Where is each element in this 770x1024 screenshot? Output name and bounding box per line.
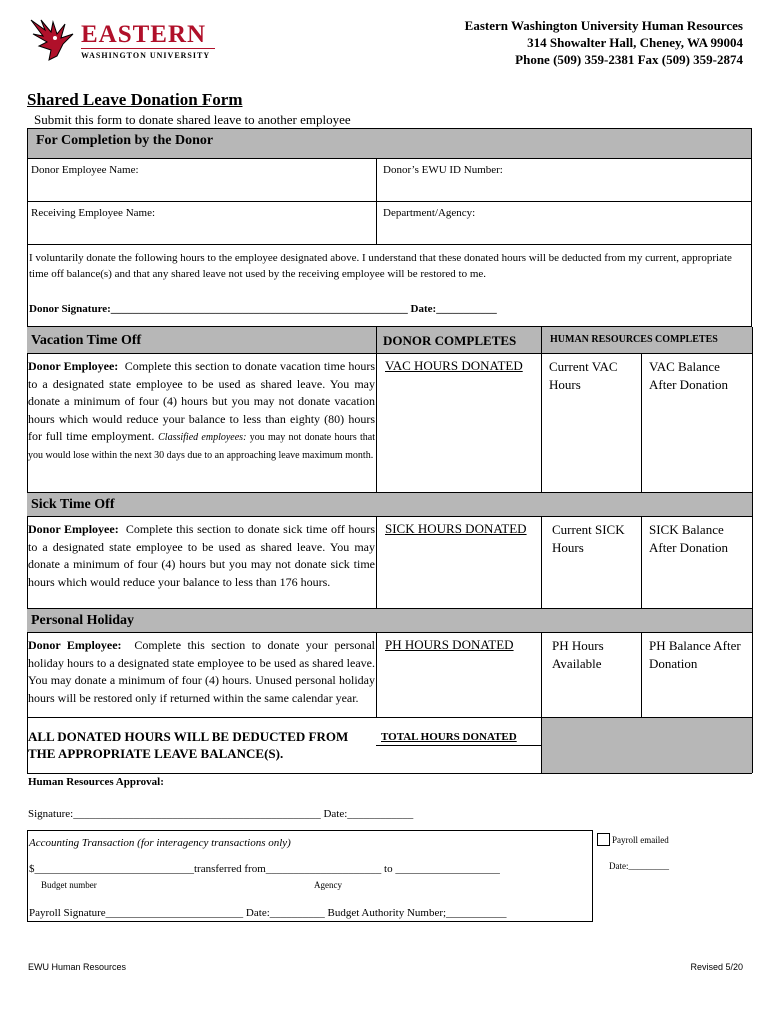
holiday-title: Personal Holiday xyxy=(31,613,135,628)
receiving-name-field[interactable] xyxy=(27,202,376,245)
department-field[interactable] xyxy=(376,202,752,245)
total-hours-donated-field[interactable]: TOTAL HOURS DONATED xyxy=(381,731,517,743)
current-sick-hours-label: Current SICK Hours xyxy=(552,522,625,555)
transfer-line[interactable]: $_____________________________transferred from_____________________ to ___________________ xyxy=(29,863,500,875)
agency-label: Agency xyxy=(314,880,342,890)
department-label: Department/Agency: xyxy=(383,207,476,219)
eagle-icon xyxy=(27,16,79,62)
donor-name-label: Donor Employee Name: xyxy=(31,164,139,176)
sick-header xyxy=(27,492,752,517)
payroll-emailed-checkbox[interactable] xyxy=(597,833,610,846)
holiday-instructions: Donor Employee: Complete this section to donate your personal holiday hours to a designated state employee to be used as shared leave. You may donate a minimum of four (4) hours. Unused personal holiday hours will be restored only if returned within the same calendar year. xyxy=(28,638,375,705)
form-subtitle: Submit this form to donate shared leave to another employee xyxy=(34,112,351,127)
sick-title: Sick Time Off xyxy=(31,497,115,512)
hr-phone-fax: Phone (509) 359-2381 Fax (509) 359-2874 xyxy=(515,52,743,67)
hr-completes-label: HUMAN RESOURCES COMPLETES xyxy=(550,334,718,345)
hr-approval-title: Human Resources Approval: xyxy=(28,776,164,788)
footer-right: Revised 5/20 xyxy=(690,962,743,972)
vac-hours-donated-field[interactable]: VAC HOURS DONATED xyxy=(385,358,523,373)
donor-name-field[interactable] xyxy=(27,159,376,202)
vac-balance-label: VAC Balance After Donation xyxy=(649,359,729,392)
ph-balance-label: PH Balance After Donation xyxy=(649,638,741,671)
logo-subtitle: WASHINGTON UNIVERSITY xyxy=(81,51,211,60)
donor-statement: I voluntarily donate the following hours to the employee designated above. I understand that these donated hours will be deducted from my current, appropriate time off balance(s) and that any shared leave not used by the receiving employee will be restored to me. xyxy=(29,252,732,280)
hr-address: 314 Showalter Hall, Cheney, WA 99004 xyxy=(527,35,743,50)
donor-completes-header xyxy=(377,327,541,354)
donor-signature-line[interactable]: Donor Signature:______________________________________________________ Date:___________ xyxy=(29,303,497,315)
logo-name: EASTERN xyxy=(81,21,207,48)
logo xyxy=(27,16,217,64)
donor-statement-box xyxy=(27,245,752,327)
payroll-signature-line[interactable]: Payroll Signature_________________________ Date:__________ Budget Authority Number;___________ xyxy=(29,907,507,919)
budget-number-label: Budget number xyxy=(41,880,97,890)
deduction-note: ALL DONATED HOURS WILL BE DEDUCTED FROM THE APPROPRIATE LEAVE BALANCE(S). xyxy=(28,729,349,761)
donor-id-field[interactable] xyxy=(376,159,752,202)
current-vac-hours-label: Current VAC Hours xyxy=(549,359,618,392)
footer-left: EWU Human Resources xyxy=(28,962,127,972)
vacation-header xyxy=(27,327,376,354)
donor-completes-label: DONOR COMPLETES xyxy=(383,333,517,348)
form-title: Shared Leave Donation Form xyxy=(27,90,243,109)
hr-name: Eastern Washington University Human Resources xyxy=(464,18,743,33)
payroll-emailed-label: Payroll emailed xyxy=(612,835,669,845)
hr-signature-line[interactable]: Signature:_____________________________________________ Date:____________ xyxy=(28,808,414,820)
vacation-title: Vacation Time Off xyxy=(31,333,142,348)
sick-balance-label: SICK Balance After Donation xyxy=(649,522,729,555)
ph-hours-available-label: PH Hours Available xyxy=(552,638,604,671)
ph-hours-donated-field[interactable]: PH HOURS DONATED xyxy=(385,637,514,652)
receiving-name-label: Receiving Employee Name: xyxy=(31,207,156,219)
sick-instructions: Donor Employee: Complete this section to donate sick time off hours to a designated state employee to be used as shared leave. You may donate a minimum of four (4) hours but you may not donate sick time hours which would reduce your balance to less than 176 hours. xyxy=(28,522,376,589)
donor-section-header xyxy=(27,128,752,159)
accounting-box xyxy=(27,830,593,922)
hr-address-block xyxy=(465,17,743,68)
vacation-instructions: Donor Employee: Complete this section to donate vacation time hours to a designated state employee to be used as shared leave. You may donate a minimum of four (4) hours but you may not donate vacation hours which would reduce your balance to less than eighty (80) hours for full time employment. Classified employees: you may not donate hours that you would lose within the next 30 days due to an approaching leave maximum month. xyxy=(28,359,376,461)
donor-id-label: Donor’s EWU ID Number: xyxy=(383,164,503,176)
payroll-date-field[interactable]: Date:_________ xyxy=(609,861,669,871)
accounting-title: Accounting Transaction (for interagency transactions only) xyxy=(29,837,291,849)
donor-section-title: For Completion by the Donor xyxy=(36,133,214,148)
total-gray-block xyxy=(542,718,752,773)
hr-completes-header xyxy=(542,327,752,354)
sick-hours-donated-field[interactable]: SICK HOURS DONATED xyxy=(385,521,527,536)
holiday-header xyxy=(27,608,752,633)
